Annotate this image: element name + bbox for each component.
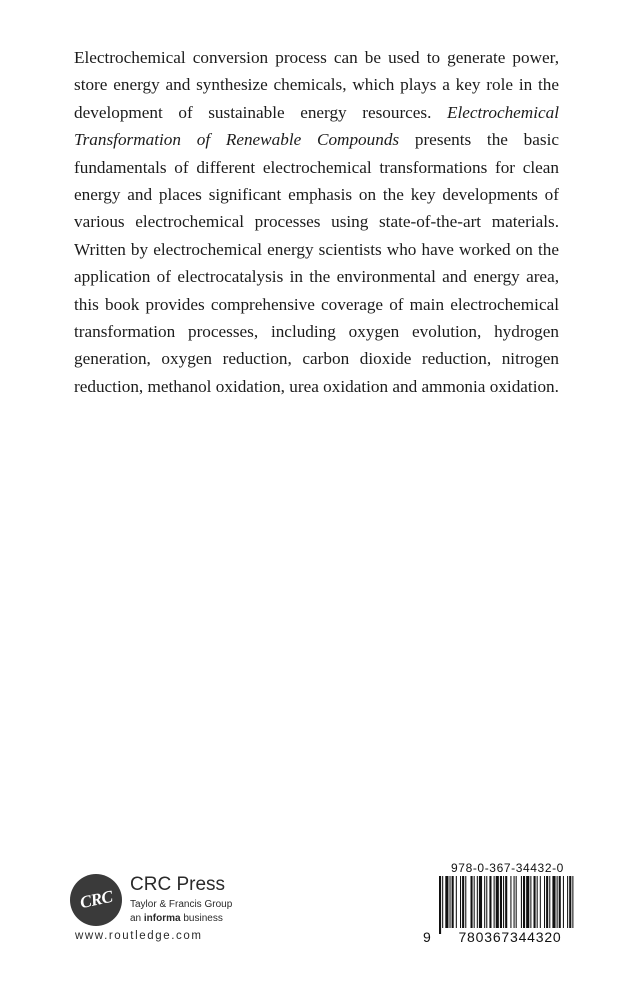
barcode-bar [460,876,461,928]
barcode-bar [471,876,473,928]
barcode-bar [516,876,517,928]
barcode-bar [505,876,507,928]
barcode-bar [500,876,502,928]
barcode-bar [442,876,443,928]
blurb-part-2: presents the basic fundamentals of different electrochemical transformations for clean energy and places significant emphasis on the key developments of various electrochemical processes using state-of-the-art materials. Written by electrochemical energy scientists who have worked on the application of electrocatalysis in the environmental and energy area, this book provides comprehensive coverage of main electrochemical transformation processes, including oxygen evolution, hydrogen generation, oxygen reduction, carbon dioxide reduction, nitrogen reduction, methanol oxidation, urea oxidation and ammonia oxidation. [74,130,559,396]
barcode-bar [452,876,454,928]
book-title-italic: Electrochemical Transformation of Renewable Compounds [74,102,559,150]
barcode-bars [423,876,579,936]
informa-tagline [130,913,223,924]
barcode-bar [450,876,451,928]
barcode-bar [530,876,531,928]
barcode-bar [514,876,515,928]
barcode-bar [523,876,525,928]
barcode-bar [456,876,457,928]
crc-logo-text: CRC [78,886,114,913]
publisher-group: Taylor & Francis Group [130,899,233,910]
publisher-imprint [70,872,270,947]
publisher-url: www.routledge.com [75,930,203,942]
barcode-bar [569,876,571,928]
barcode-bar [567,876,568,928]
isbn-number: 978-0-367-34432-0 [451,861,564,875]
informa-suffix: business [180,913,223,924]
barcode-bar [540,876,541,928]
barcode-bar [489,876,491,928]
crc-logo-icon [70,874,122,926]
barcode-bar [462,876,464,928]
barcode-bar [445,876,448,928]
barcode-bar [563,876,564,928]
barcode-bar [544,876,545,928]
barcode-bar [439,876,441,934]
barcode-bar [465,876,466,928]
barcode-bar [503,876,504,928]
barcode-bar [526,876,529,928]
isbn-barcode [423,861,579,949]
barcode-bar [484,876,485,928]
publisher-name: CRC Press [130,874,226,895]
barcode-bar [521,876,522,928]
informa-bold: informa [143,913,181,924]
barcode-bar [537,876,538,928]
isbn-digits: 780367344320 [443,929,577,945]
barcode-bar [494,876,495,928]
barcode-bar [572,876,573,928]
blurb-part-1: Electrochemical conversion process can be used to generate power, store energy and synthesize chemicals, which plays a key role in the development of sustainable energy resources. [74,48,559,122]
barcode-bar [534,876,536,928]
barcode-bar [474,876,475,928]
back-cover-blurb [74,44,559,400]
barcode-bar [477,876,478,928]
barcode-bar [557,876,558,928]
isbn-lead-digit: 9 [423,929,431,945]
barcode-bar [552,876,555,928]
barcode-bar [479,876,482,928]
barcode-bar [559,876,561,928]
informa-prefix: an [130,913,144,924]
barcode-bar [496,876,499,928]
barcode-bar [510,876,511,928]
barcode-bar [486,876,487,928]
barcode-bar [546,876,548,928]
barcode-bar [549,876,550,928]
